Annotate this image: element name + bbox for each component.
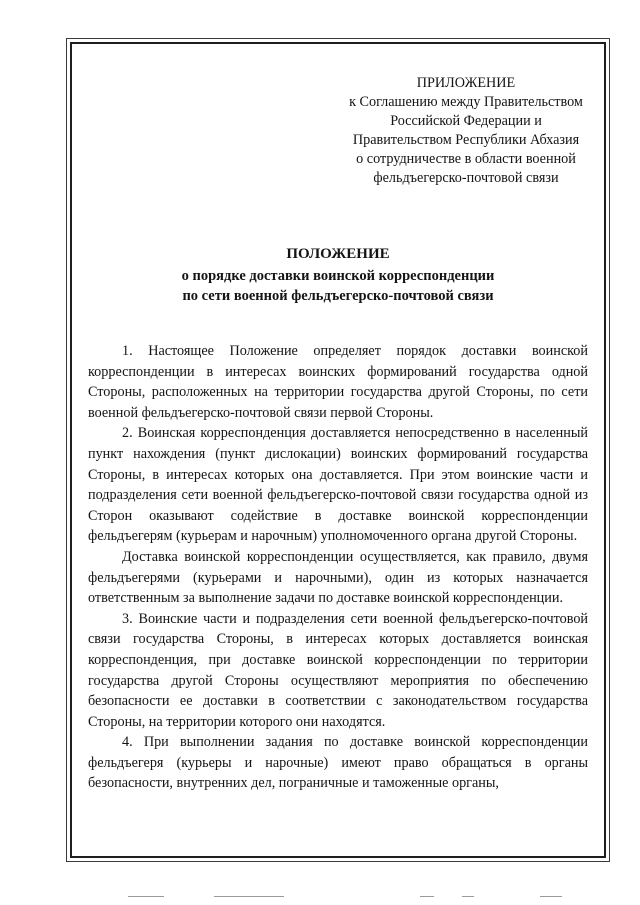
paragraph: 4. При выполнении задания по доставке воинской корреспонденции фельдъегеря (курьеры и нарочные) имеют право обращаться в органы безопасности, внутренних дел, пограничные и таможенные органы, — [88, 734, 588, 792]
appendix-header — [330, 74, 602, 188]
document-title-block — [88, 244, 588, 306]
scan-bottom-edge — [0, 888, 640, 905]
appendix-line: Российской Федерации и — [390, 113, 542, 129]
appendix-line: к Соглашению между Правительством — [349, 94, 583, 110]
scan-mark — [462, 896, 474, 897]
appendix-line: Правительством Республики Абхазия — [352, 132, 580, 148]
paragraph: 1. Настоящее Положение определяет порядок доставки воинской корреспонденции в интересах воинских формирований государства одной Стороны, расположенных на территории государства другой Стороны, по сети военной фельдъегерско-почтовой связи первой Стороны. — [88, 343, 588, 421]
document-subtitle-line: по сети военной фельдъегерско-почтовой связи — [182, 288, 494, 304]
document-title: ПОЛОЖЕНИЕ — [286, 246, 390, 262]
paragraph: 2. Воинская корреспонденция доставляется непосредственно в населенный пункт нахождения (пункт дислокации) воинских формирований государства Стороны, в интересах которых она доставляется. При этом воинские части и подразделения сети военной фельдъегерско-почтовой связи государства одной из Сторон оказывают содействие в доставке воинской корреспонденции фельдъегерям (курьерам и нарочным) уполномоченного органа другой Стороны. — [88, 425, 588, 545]
appendix-line: фельдъегерско-почтовой связи — [373, 170, 559, 186]
document-subtitle-line: о порядке доставки воинской корреспонденции — [181, 268, 495, 284]
scan-mark — [214, 896, 284, 897]
scan-mark — [540, 896, 562, 897]
appendix-line: о сотрудничестве в области военной — [356, 151, 576, 167]
scan-mark — [420, 896, 434, 897]
document-body — [88, 341, 588, 794]
paragraph: 3. Воинские части и подразделения сети военной фельдъегерско-почтовой связи государства Стороны, в интересах которых доставляется воинская корреспонденция, при доставке воинской корреспонденции по территории государства другой Стороны осуществляют мероприятия по обеспечению безопасности ее доставки в соответствии с законодательством государства Стороны, на территории которого они находятся. — [88, 610, 588, 730]
appendix-heading: ПРИЛОЖЕНИЕ — [416, 75, 516, 91]
paragraph: Доставка воинской корреспонденции осуществляется, как правило, двумя фельдъегерями (курьерами и нарочными), один из которых назначается ответственным за выполнение задачи по доставке воинской корреспонденции. — [88, 548, 588, 607]
scan-mark — [128, 896, 164, 897]
